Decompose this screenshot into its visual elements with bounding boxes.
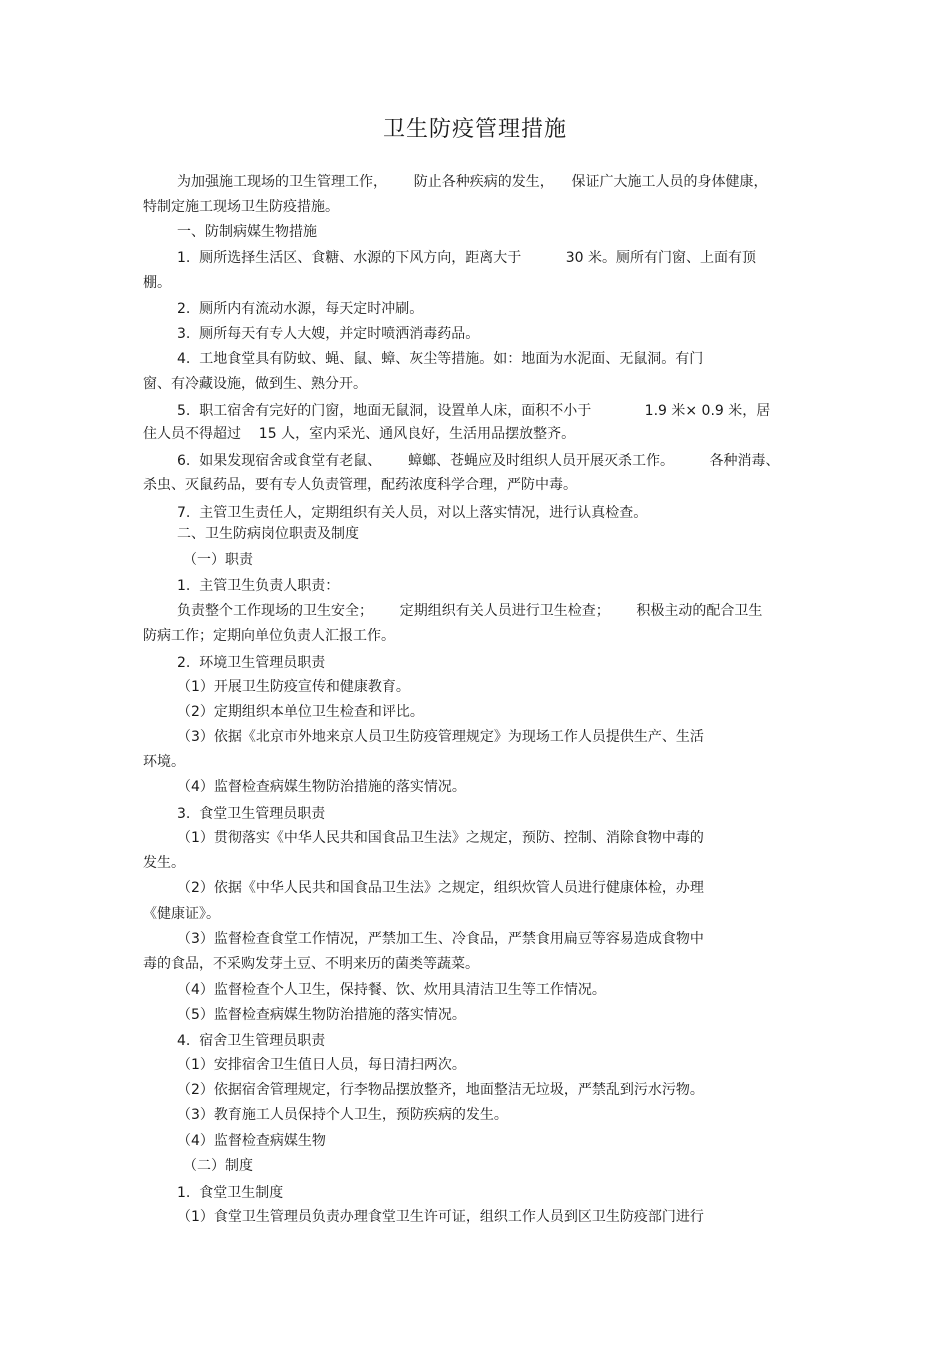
paragraph-line: 特制定施工现场卫生防疫措施。 (143, 199, 339, 215)
section-heading: 二、卫生防病岗位职责及制度 (177, 526, 359, 542)
paragraph-line: （2）依据《中华人民共和国食品卫生法》之规定，组织炊管人员进行健康体检，办理 (177, 880, 704, 896)
paragraph-line: 防病工作；定期向单位负责人汇报工作。 (143, 628, 395, 644)
paragraph-line: （3）监督检查食堂工作情况，严禁加工生、冷食品，严禁食用扁豆等容易造成食物中 (177, 931, 704, 947)
paragraph-line: 环境。 (143, 754, 185, 770)
paragraph-line: 2. 厕所内有流动水源，每天定时冲刷。 (177, 301, 424, 317)
paragraph-line: （1）贯彻落实《中华人民共和国食品卫生法》之规定，预防、控制、消除食物中毒的 (177, 830, 704, 846)
paragraph-line: （5）监督检查病媒生物防治措施的落实情况。 (177, 1007, 466, 1023)
paragraph-line: （3）教育施工人员保持个人卫生，预防疾病的发生。 (177, 1107, 508, 1123)
paragraph-line: （1）安排宿舍卫生值日人员，每日清扫两次。 (177, 1057, 466, 1073)
paragraph-line: 3. 厕所每天有专人大嫂，并定时喷洒消毒药品。 (177, 326, 480, 342)
paragraph-line: 棚。 (143, 275, 171, 291)
paragraph-line: （2）定期组织本单位卫生检查和评比。 (177, 704, 424, 720)
paragraph-line: 1. 厕所选择生活区、食糖、水源的下风方向，距离大于 30 米。厕所有门窗、上面有顶 (177, 250, 757, 266)
paragraph-line: 《健康证》。 (143, 906, 220, 922)
paragraph-line: （1）食堂卫生管理员负责办理食堂卫生许可证，组织工作人员到区卫生防疫部门进行 (177, 1209, 704, 1225)
document-title: 卫生防疫管理措施 (382, 117, 567, 142)
paragraph-line: （1）开展卫生防疫宣传和健康教育。 (177, 679, 410, 695)
paragraph-line: 5. 职工宿舍有完好的门窗，地面无鼠洞，设置单人床，面积不小于 1.9 米× 0.9 米，居 (177, 403, 771, 419)
item-heading: 1. 食堂卫生制度 (177, 1185, 284, 1201)
paragraph-line: （3）依据《北京市外地来京人员卫生防疫管理规定》为现场工作人员提供生产、生活 (177, 729, 704, 745)
paragraph-line: （4）监督检查病媒生物 (177, 1133, 326, 1149)
paragraph-line: （4）监督检查个人卫生，保持餐、饮、炊用具清洁卫生等工作情况。 (177, 982, 606, 998)
paragraph-line: 杀虫、灭鼠药品，要有专人负责管理，配药浓度科学合理，严防中毒。 (143, 477, 577, 493)
item-heading: 1. 主管卫生负责人职责： (177, 578, 340, 594)
paragraph-line: （4）监督检查病媒生物防治措施的落实情况。 (177, 779, 466, 795)
paragraph-line: （2）依据宿舍管理规定，行李物品摆放整齐，地面整洁无垃圾，严禁乱到污水污物。 (177, 1082, 704, 1098)
paragraph-line: 为加强施工现场的卫生管理工作， 防止各种疾病的发生， 保证广大施工人员的身体健康， (177, 174, 768, 190)
paragraph-line: 毒的食品，不采购发芽土豆、不明来历的菌类等蔬菜。 (143, 956, 479, 972)
paragraph-line: 窗、有冷藏设施，做到生、熟分开。 (143, 376, 367, 392)
subsection-heading: （二）制度 (183, 1158, 253, 1174)
section-heading: 一、防制病媒生物措施 (177, 224, 317, 240)
paragraph-line: 发生。 (143, 855, 185, 871)
item-heading: 2. 环境卫生管理员职责 (177, 655, 326, 671)
paragraph-line: 住人员不得超过 15 人，室内采光、通风良好，生活用品摆放整齐。 (143, 426, 576, 442)
subsection-heading: （一）职责 (183, 552, 253, 568)
paragraph-line: 6. 如果发现宿舍或食堂有老鼠、 蟑螂、苍蝇应及时组织人员开展灭杀工作。 各种消毒、 (177, 453, 780, 469)
paragraph-line: 负责整个工作现场的卫生安全； 定期组织有关人员进行卫生检查； 积极主动的配合卫生 (177, 603, 763, 619)
paragraph-line: 7. 主管卫生责任人，定期组织有关人员，对以上落实情况，进行认真检查。 (177, 505, 648, 521)
item-heading: 4. 宿舍卫生管理员职责 (177, 1033, 326, 1049)
item-heading: 3. 食堂卫生管理员职责 (177, 806, 326, 822)
paragraph-line: 4. 工地食堂具有防蚊、蝇、鼠、蟑、灰尘等措施。如：地面为水泥面、无鼠洞。有门 (177, 351, 704, 367)
